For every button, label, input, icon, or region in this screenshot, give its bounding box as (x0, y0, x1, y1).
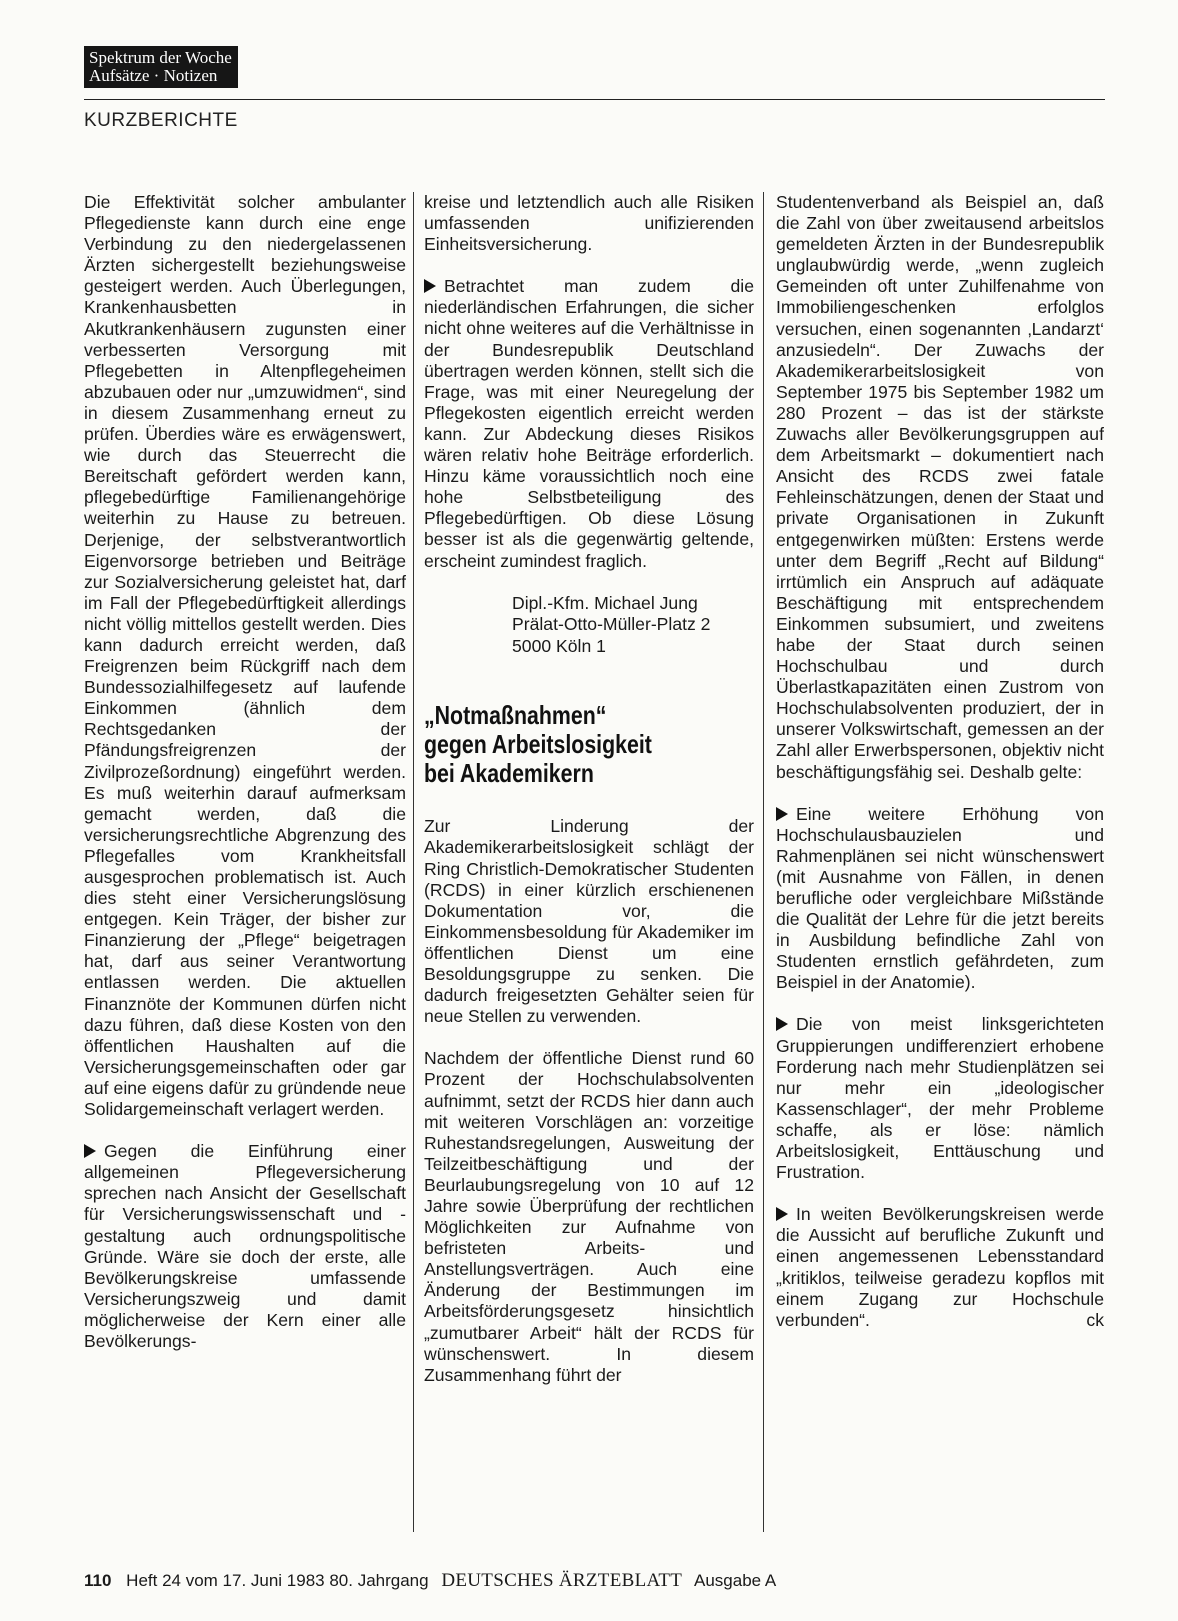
triangle-bullet-icon (424, 279, 436, 293)
paragraph-bullet (84, 1141, 406, 1352)
section-masthead (84, 46, 238, 88)
triangle-bullet-icon (776, 1207, 788, 1221)
masthead-line-1: Spektrum der Woche (89, 48, 232, 67)
section-label: KURZBERICHTE (84, 110, 238, 131)
paragraph-bullet (776, 1014, 1104, 1183)
paragraph: Nachdem der öffentliche Dienst rund 60 Prozent der Hochschulabsolventen aufnimmt, setzt der RCDS hier dann auch mit weiteren Vorschlägen an: vorzeitige Ruhestandsregelungen, Ausweitung der Teilzeitbeschäftigung und der Beurlaubungsregelung von 10 auf 12 Jahre sowie Überprüfung der rechtlichen Möglichkeiten zur Aufnahme von befristeten Arbeits- und Anstellungsverträgen. Auch eine Änderung der Bestimmungen im Arbeitsförderungsgesetz hinsichtlich „zumutbarer Arbeit“ hält der RCDS für wünschenswert. In diesem Zusammenhang führt der (424, 1048, 754, 1385)
journal-name: DEUTSCHES ÄRZTEBLATT (441, 1570, 683, 1591)
column-divider-1 (413, 192, 414, 1532)
article-column-3 (776, 192, 1104, 1530)
paragraph: Zur Linderung der Akademikerarbeitslosigkeit schlägt der Ring Christlich-Demokratischer Studenten (RCDS) in einer kürzlich erschienenen Dokumentation vor, die Einkommensbesoldung für Akademiker im öffentlichen Dienst um eine Besoldungsgruppe zu senken. Die dadurch freigesetzten Gehälter seien für neue Stellen zu verwenden. (424, 816, 754, 1027)
page-footer (84, 1570, 776, 1592)
author-signature (512, 593, 754, 658)
headline-line-1: „Notmaßnahmen“ (424, 700, 607, 731)
paragraph-text: Die von meist linksgerichteten Gruppierungen undifferenziert erhobene Forderung nach mehr Studienplätzen sei nur mehr ein „ideologischer Kassenschlager“, der mehr Probleme schaffe, als er löse: nämlich Arbeitslosigkeit, Enttäuschung und Frustration. (776, 1014, 1104, 1183)
triangle-bullet-icon (84, 1144, 96, 1158)
triangle-bullet-icon (776, 807, 788, 821)
article-column-2 (424, 192, 754, 1530)
edition: Ausgabe A (694, 1571, 777, 1590)
header-rule (84, 99, 1105, 100)
paragraph-text: Betrachtet man zudem die niederländischen Erfahrungen, die sicher nicht ohne weiteres auf die Verhältnisse in der Bundesrepublik Deutschland übertragen werden können, stellt sich die Frage, was mit einer Neuregelung der Pflegekosten eigentlich erreicht werden kann. Zur Abdeckung dieses Risikos wären relativ hohe Beiträge erforderlich. Hinzu käme voraussichtlich noch eine hohe Selbstbeteiligung des Pflegebedürftigen. Ob diese Lösung besser ist als die gegenwärtig geltende, erscheint zumindest fraglich. (424, 276, 754, 571)
paragraph-text: Eine weitere Erhöhung von Hochschulausbauzielen und Rahmenplänen sei nicht wünschenswert (mit Ausnahme von Fällen, in denen berufliche oder vergleichbare Mißstände die Qualität der Lehre für die jetzt bereits in Ausbildung befindliche Zahl von Studenten ernstlich gefährdeten, zum Beispiel in der Anatomie). (776, 803, 1104, 993)
article-column-1 (84, 192, 406, 1530)
author-initials: ck (1086, 1309, 1104, 1330)
masthead-line-2: Aufsätze · Notizen (89, 66, 218, 85)
signature-city: 5000 Köln 1 (512, 635, 606, 656)
paragraph-bullet (776, 1204, 1104, 1331)
column-divider-2 (763, 192, 764, 1532)
article-headline (424, 701, 752, 788)
triangle-bullet-icon (776, 1017, 788, 1031)
paragraph-bullet (776, 804, 1104, 994)
signature-street: Prälat-Otto-Müller-Platz 2 (512, 614, 711, 635)
paragraph-text: In weiten Bevölkerungskreisen werde die Aussicht auf berufliche Zukunft und einen angemessenen Lebensstandard „kritiklos, teilweise geradezu kopflos mit einem Zugang zur Hochschule verbunden“. (776, 1204, 1104, 1330)
signature-name: Dipl.-Kfm. Michael Jung (512, 592, 698, 613)
paragraph: Die Effektivität solcher ambulanter Pflegedienste kann durch eine enge Verbindung zu den niedergelassenen Ärzten sichergestellt beziehungsweise gesteigert werden. Auch Überlegungen, Krankenhausbetten in Akutkrankenhäusern zugunsten einer verbesserten Versorgung mit Pflegebetten in Altenpflegeheimen abzubauen oder nur „umzuwidmen“, sind in diesem Zusammenhang erneut zu prüfen. Überdies wäre es erwägenswert, wie durch das Steuerrecht die Bereitschaft gefördert werden kann, pflegebedürftige Familienangehörige weiterhin zu Hause zu betreuen. Derjenige, der selbstverantwortlich Eigenvorsorge betrieben und Beiträge zur Sozialversicherung geleistet hat, darf im Fall der Pflegebedürftigkeit allerdings nicht völlig mittellos gestellt werden. Dies kann dadurch erreicht werden, daß Freigrenzen beim Rückgriff nach dem Bundessozialhilfegesetz auf laufende Einkommen (ähnlich dem Rechtsgedanken der Pfändungsfreigrenzen der Zivilprozeßordnung) eingeführt werden. Es muß weiterhin darauf aufmerksam gemacht werden, daß die versicherungsrechtliche Abgrenzung des Pflegefalles vom Krankheitsfall ausgesprochen problematisch ist. Auch dies steht einer Versicherungslösung entgegen. Kein Träger, der bisher zur Finanzierung der „Pflege“ beigetragen hat, darf aus seiner Verantwortung entlassen werden. Die aktuellen Finanznöte der Kommunen dürfen nicht dazu führen, daß diese Kosten von den öffentlichen Haushalten auf die Versicherungsgemeinschaften oder gar auf eine eigens dafür zu gründende neue Solidargemeinschaft verlagert werden. (84, 192, 406, 1120)
paragraph-text: Gegen die Einführung einer allgemeinen Pflegeversicherung sprechen nach Ansicht der Gesellschaft für Versicherungswissenschaft und -gestaltung auch ordnungspolitische Gründe. Wäre sie doch der erste, alle Bevölkerungskreise umfassende Versicherungszweig und damit möglicherweise der Kern einer alle Bevölkerungs- (84, 1141, 406, 1351)
paragraph-bullet (424, 276, 754, 571)
headline-line-2: gegen Arbeitslosigkeit (424, 729, 652, 760)
issue-info: Heft 24 vom 17. Juni 1983 80. Jahrgang (126, 1571, 429, 1590)
paragraph: kreise und letztendlich auch alle Risiken umfassenden unifizierenden Einheitsversicherung. (424, 192, 754, 255)
paragraph: Studentenverband als Beispiel an, daß die Zahl von über zweitausend arbeitslos gemeldeten Ärzten in der Bundesrepublik unglaubwürdig werde, „wenn zugleich Gemeinden oft unter Zuhilfenahme von Immobiliengeschenken erfolglos versuchen, einen sogenannten ‚Landarzt‘ anzusiedeln“. Der Zuwachs der Akademikerarbeitslosigkeit von September 1975 bis September 1982 um 280 Prozent – das ist der stärkste Zuwachs aller Bevölkerungsgruppen auf dem Arbeitsmarkt – dokumentiert nach Ansicht des RCDS zwei fatale Fehleinschätzungen, denen der Staat und private Organisationen in Zukunft entgegenwirken müßten: Erstens werde unter dem Begriff „Recht auf Bildung“ irrtümlich ein Anspruch auf adäquate Beschäftigung mit entsprechendem Einkommen subsumiert, und zweitens habe der Staat durch seinen Hochschulbau und durch Überlastkapazitäten einen Zustrom von Hochschulabsolventen produziert, der in unserer Volkswirtschaft, gemessen an der Zahl aller Erwerbspersonen, objektiv nicht beschäftigungsfähig sei. Deshalb gelte: (776, 192, 1104, 782)
page-number: 110 (84, 1571, 112, 1590)
headline-line-3: bei Akademikern (424, 758, 594, 789)
